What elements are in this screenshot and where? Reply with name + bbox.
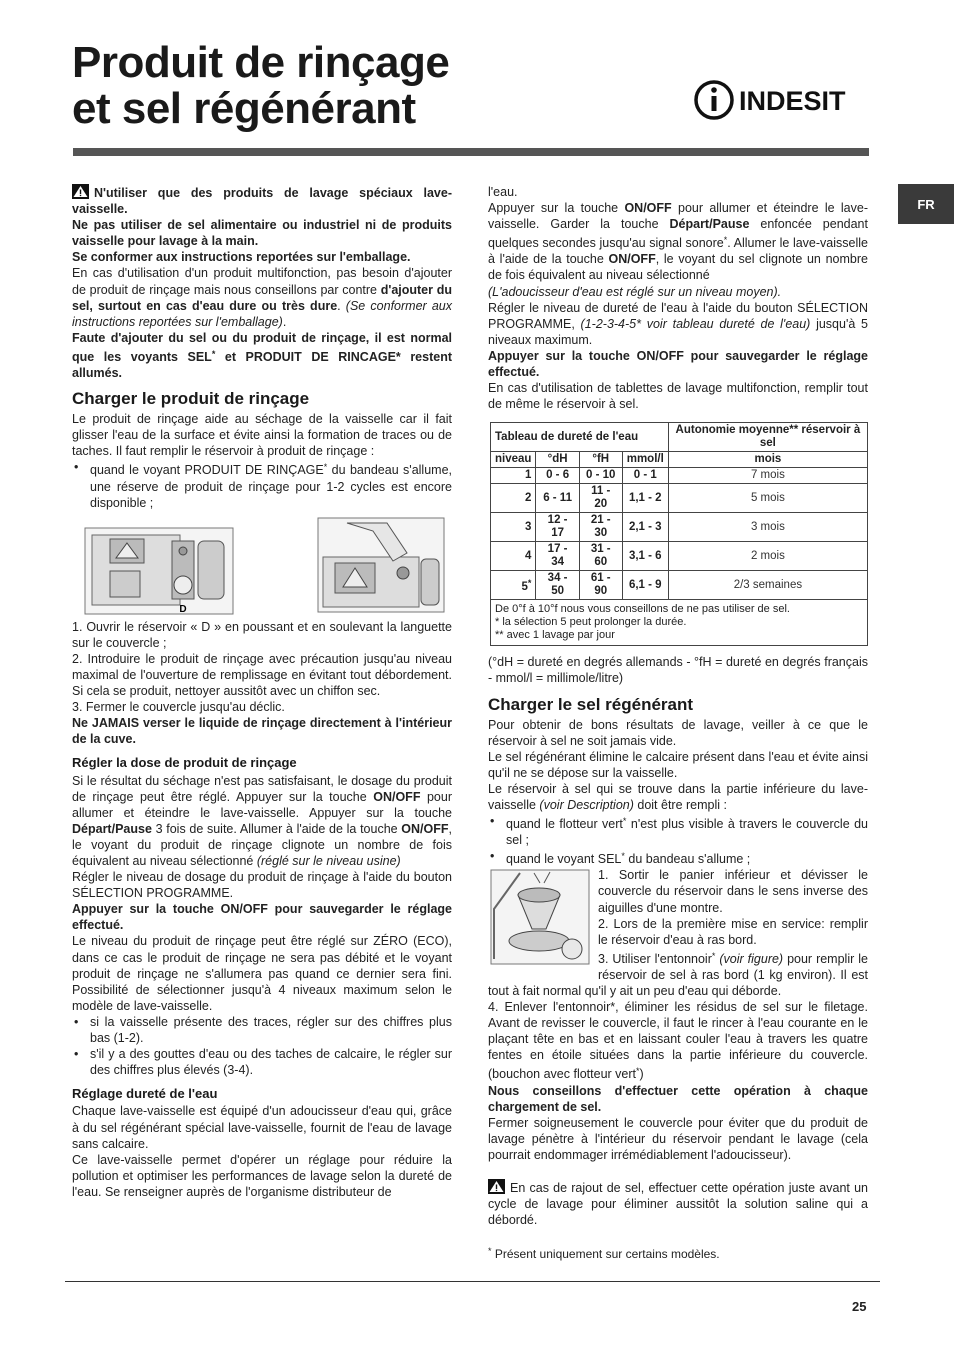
dose-paragraph: Si le résultat du séchage n'est pas satisfaisant, le dosage du produit de rinçage peut être réglé. Appuyer sur la touche ON/OFF pour allumer et éteindre le lave-vaisselle. Appuyer sur la touche Départ/Pause 3 fois de suite. Allumer à l'aide de la touche ON/OFF, le voyant du produit de rinçage clignote un nombre de fois équivalent au niveau sélectionné (réglé sur le niveau usine) xyxy=(72,773,452,868)
rinse-intro: Le produit de rinçage aide au séchage de la vaisselle car il fait glisser l'eau de la surface et évite ainsi la formation de traces ou de taches. Il faut remplir le réservoir à produit de rinçage : xyxy=(72,412,452,459)
rinse-dispenser-filling-figure xyxy=(317,517,445,613)
language-tab: FR xyxy=(898,184,954,224)
col-header: mois xyxy=(668,452,867,468)
salt-funnel-figure xyxy=(490,869,590,965)
footnote: * Présent uniquement sur certains modèles. xyxy=(488,1246,720,1261)
table-note-2: * la sélection 5 peut prolonger la durée. xyxy=(495,616,687,629)
warning-paragraph: N'utiliser que des produits de lavage spéciaux lave-vaisselle. xyxy=(72,186,452,217)
rinse-dispenser-closed-figure xyxy=(84,527,234,615)
step-3: 3. Fermer le couvercle jusqu'au déclic. xyxy=(72,700,285,715)
tablets-paragraph: En cas d'utilisation de tablettes de lavage multifonction, remplir tout de même le réservoir à sel. xyxy=(488,381,868,412)
close-paragraph: Fermer soigneusement le couvercle pour éviter que du produit de lavage pénètre à l'intérieur du réservoir pendant le lavage (cela pourrait endommager irrémédiablement l'adoucisseur). xyxy=(488,1115,868,1162)
table-autonomy-header: Autonomie moyenne** réservoir à sel xyxy=(668,423,867,452)
dose-select: Régler le niveau de dosage du produit de rinçage à l'aide du bouton SÉLECTION PROGRAMME. xyxy=(72,870,452,901)
label-d: D xyxy=(179,603,187,615)
col-header: °dH xyxy=(536,452,579,468)
hardness-p1: Chaque lave-vaisselle est équipé d'un adoucisseur d'eau qui, grâce à du sel régénérant spécial lave-vaisselle, fournit de l'eau de lavage sans calcaire. xyxy=(72,1104,452,1151)
water-hardness-table xyxy=(490,422,868,646)
salt-p1: Pour obtenir de bons résultats de lavage, veiller à ce que le réservoir à sel ne soit jamais vide. xyxy=(488,717,868,748)
warning-add-paragraph: En cas de rajout de sel, effectuer cette opération juste avant un cycle de lavage pour éliminer aussitôt la solution saline qui a débordé. xyxy=(488,1181,868,1228)
advise-paragraph: Nous conseillons d'effectuer cette opération à chaque chargement de sel. xyxy=(488,1083,868,1114)
list-item: • quand le voyant PRODUIT DE RINÇAGE* du bandeau s'allume, une réserve de produit de rinçage pour 1-2 cycles est encore disponible ; xyxy=(72,459,452,510)
table-row: 3 12 - 17 21 - 30 2,1 - 3 3 mois xyxy=(491,513,868,542)
salt-step-2: 2. Lors de la première mise en service: remplir le réservoir d'eau à ras bord. xyxy=(598,916,868,947)
salt-p3: Le réservoir à sel qui se trouve dans la partie inférieure du lave-vaisselle (voir Description) doit être rempli : xyxy=(488,781,868,812)
table-row: 4 17 - 34 31 - 60 3,1 - 6 2 mois xyxy=(491,542,868,571)
step-2: 2. Introduire le produit de rinçage avec précaution jusqu'au niveau maximal de l'ouverture de remplissage en évitant tout débordement. Si cela se produit, nettoyer aussitôt avec un chiffon sec. xyxy=(72,651,452,699)
never-warning: Ne JAMAIS verser le liquide de rinçage directement à l'intérieur de la cuve. xyxy=(72,716,452,747)
select-paragraph: Régler le niveau de dureté de l'eau à l'aide du bouton SÉLECTION PROGRAMME, (1-2-3-4-5* voir tableau dureté de l'eau) jusqu'à 5 niveaux maximum. xyxy=(488,300,868,347)
table-note-1: De 0°f à 10°f nous vous conseillons de ne pas utiliser de sel. xyxy=(495,603,790,616)
brand-wordmark: INDESIT xyxy=(739,86,846,116)
salt-steps xyxy=(488,867,868,999)
heading-rinse: Charger le produit de rinçage xyxy=(72,389,310,409)
lack-paragraph: Faute d'ajouter du sel ou du produit de rinçage, il est normal que les voyants SEL* et PRODUIT DE RINCAGE* restent allumés. xyxy=(72,330,452,381)
salt-step-3: 3. Utiliser l'entonnoir* (voir figure) pour remplir le réservoir de sel à ras bord (1 kg environ). Il est tout à fait normal qu'il y ait un peu d'eau qui déborde. xyxy=(488,950,868,998)
title-line-2: et sel régénérant xyxy=(72,84,416,133)
salt-step-1: 1. Sortir le panier inférieur et dévisser le couvercle du réservoir dans le sens inverse des aiguilles d'une montre. xyxy=(598,868,868,915)
table-row: 1 0 - 6 0 - 10 0 - 1 7 mois xyxy=(491,468,868,484)
dose-save: Appuyer sur la touche ON/OFF pour sauvegarder le réglage effectué. xyxy=(72,902,452,933)
units-paragraph: (°dH = dureté en degrés allemands - °fH = dureté en degrés français - mmol/l = millimole/litre) xyxy=(488,655,868,686)
heading-salt: Charger le sel régénérant xyxy=(488,694,694,714)
onoff-paragraph: Appuyer sur la touche ON/OFF pour allumer et éteindre le lave-vaisselle. Garder la touche Départ/Pause enfoncée pendant quelques secondes jusqu'au signal sonore*. Allumer le lave-vaisselle à l'aide de la touche ON/OFF, le voyant du sel clignote un nombre de fois équivalent au niveau sélectionné xyxy=(488,201,868,283)
list-item: • s'il y a des gouttes d'eau ou des taches de calcaire, le régler sur des chiffres plus élevés (3-4). xyxy=(72,1046,452,1078)
list-item: • quand le flotteur vert* n'est plus visible à travers le couvercle du sel ; xyxy=(488,813,868,848)
heading-dose: Régler la dose de produit de rinçage xyxy=(72,755,297,771)
table-row: 2 6 - 11 11 - 20 1,1 - 2 5 mois xyxy=(491,484,868,513)
col-header: °fH xyxy=(579,452,622,468)
col-header: mmol/l xyxy=(622,452,668,468)
multifunction-paragraph: En cas d'utilisation d'un produit multifonction, pas besoin d'ajouter de produit de rinçage mais nous conseillons par contre d'ajouter du sel, surtout en cas d'eau dure ou très dure. (Se conformer aux instructions reportées sur l'emballage). xyxy=(72,266,452,329)
list-item: • quand le voyant SEL* du bandeau s'allume ; xyxy=(488,848,868,867)
warning-icon xyxy=(72,184,89,199)
page-number: 25 xyxy=(852,1299,867,1314)
table-notes xyxy=(491,600,868,646)
table-row: 5* 34 - 50 61 - 90 6,1 - 9 2/3 semaines xyxy=(491,571,868,600)
dose-zero: Le niveau du produit de rinçage peut être réglé sur ZÉRO (ECO), dans ce cas le produit de rinçage ne sera pas débité et le voyant produit de rinçage ne s'allumera pas quand ce dernier sera fini. Possibilité de sélectionner jusqu'à 4 niveaux maximum selon le modèle de lave-vaisselle. xyxy=(72,934,452,1013)
dose-list xyxy=(72,1014,452,1078)
col-header: niveau xyxy=(491,452,536,468)
indesit-logo xyxy=(693,80,873,120)
warning-salt: Ne pas utiliser de sel alimentaire ou industriel ni de produits vaisselle pour lavage à la main. xyxy=(72,218,452,249)
heading-hardness: Réglage dureté de l'eau xyxy=(72,1086,218,1102)
right-column xyxy=(488,184,868,1228)
save-paragraph: Appuyer sur la touche ON/OFF pour sauvegarder le réglage effectué. xyxy=(488,348,868,380)
table-title: Tableau de dureté de l'eau xyxy=(491,423,669,452)
softener-note: (L'adoucisseur d'eau est réglé sur un niveau moyen). xyxy=(488,284,782,299)
rinse-figures xyxy=(72,517,452,613)
continued-text: l'eau. xyxy=(488,185,518,199)
page-title xyxy=(72,40,449,132)
salt-p2: Le sel régénérant élimine le calcaire présent dans l'eau et évite ainsi qu'il ne se dépose sur la vaisselle. xyxy=(488,749,868,780)
list-item: • si la vaisselle présente des traces, régler sur des chiffres plus bas (1-2). xyxy=(72,1014,452,1046)
warning-packaging: Se conformer aux instructions reportées sur l'emballage. xyxy=(72,250,411,265)
warning-icon xyxy=(488,1179,505,1194)
salt-list xyxy=(488,813,868,867)
step-1: 1. Ouvrir le réservoir « D » en poussant et en soulevant la languette sur le couvercle ; xyxy=(72,619,452,650)
left-column xyxy=(72,184,452,1200)
rinse-list xyxy=(72,459,452,510)
title-line-1: Produit de rinçage xyxy=(72,38,450,87)
salt-step-4: 4. Enlever l'entonnoir*, éliminer les résidus de sel sur le filetage. Avant de revisser le couvercle, il faut le rincer à l'eau courante en le plaçant tête en bas et en laissant couler l'eau à travers les quatre fentes en étoile situées dans la partie inférieure du couvercle. (bouchon avec flotteur vert*) xyxy=(488,1000,868,1082)
table-note-3: ** avec 1 lavage par jour xyxy=(495,629,615,642)
hardness-p2: Ce lave-vaisselle permet d'opérer un réglage pour réduire la pollution et optimiser les performances de lavage selon la dureté de l'eau. Se renseigner auprès de l'organisme distributeur de xyxy=(72,1152,452,1199)
bottom-divider xyxy=(65,1281,880,1282)
title-divider xyxy=(73,148,869,156)
